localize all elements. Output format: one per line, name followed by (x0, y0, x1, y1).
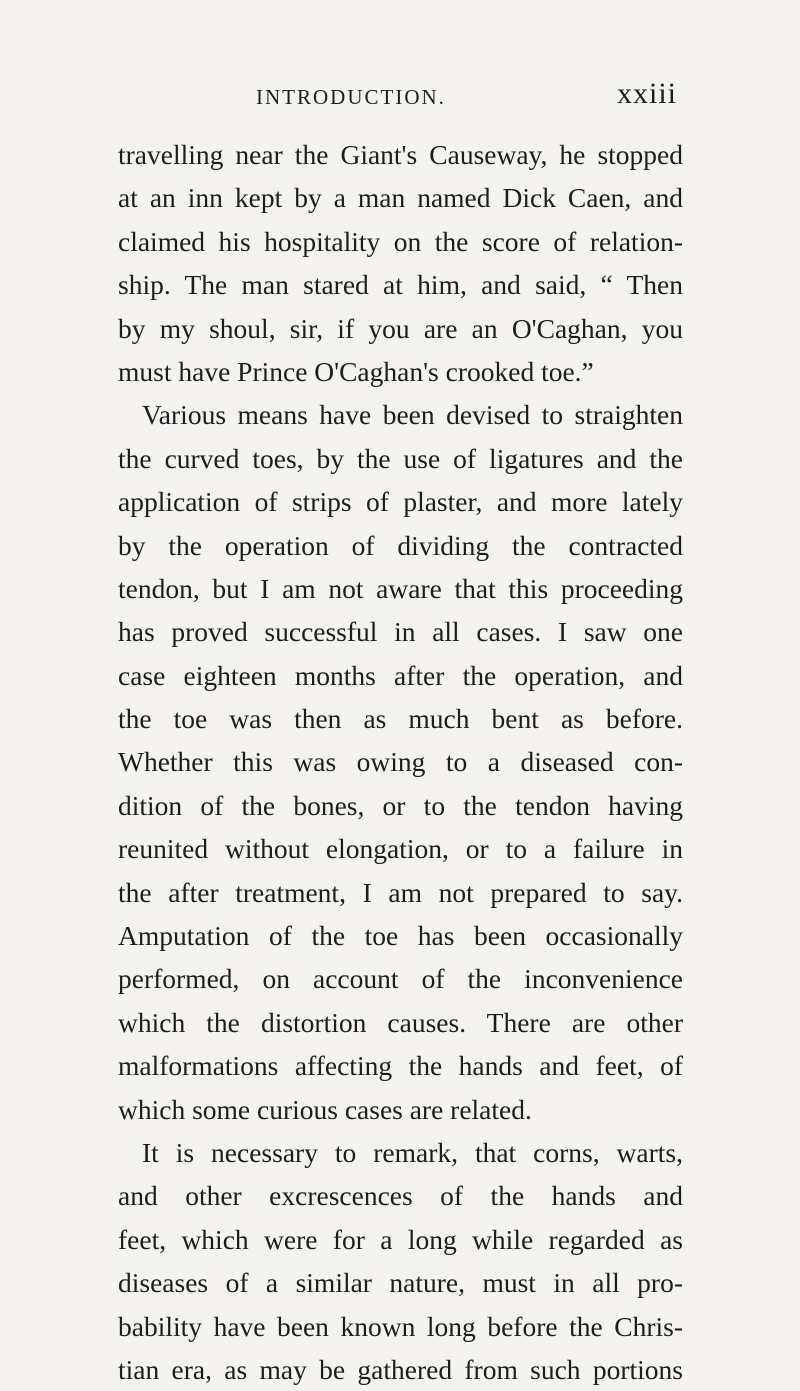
running-head: INTRODUCTION. (256, 85, 446, 109)
text-line: by my shoul, sir, if you are an O'Caghan, you (118, 312, 683, 344)
text-line: Amputation of the toe has been occasionally (118, 920, 683, 952)
text-line: which the distortion causes. There are other (118, 1006, 683, 1038)
text-line: at an inn kept by a man named Dick Caen, and (118, 182, 683, 214)
text-line: performed, on account of the inconvenience (118, 963, 683, 995)
page-number: xxiii (617, 77, 678, 110)
text-line: tendon, but I am not aware that this proceeding (118, 572, 683, 604)
text-line: ship. The man stared at him, and said, “ Then (118, 269, 683, 301)
text-line: tian era, as may be gathered from such portions (118, 1353, 683, 1385)
text-line: dition of the bones, or to the tendon having (118, 789, 683, 821)
text-line: which some curious cases are related. (118, 1093, 532, 1125)
text-line: must have Prince O'Caghan's crooked toe.” (118, 355, 594, 387)
text-line: malformations affecting the hands and feet, of (118, 1050, 683, 1082)
text-line: application of strips of plaster, and more lately (118, 486, 683, 518)
body-text (118, 133, 683, 1391)
text-line: case eighteen months after the operation, and (118, 659, 683, 691)
text-line: It is necessary to remark, that corns, warts, (142, 1136, 683, 1168)
text-line: and other excrescences of the hands and (118, 1180, 683, 1212)
text-line: feet, which were for a long while regarded as (118, 1223, 683, 1255)
text-line: Various means have been devised to straighten (142, 399, 683, 431)
text-line: the after treatment, I am not prepared to say. (118, 876, 683, 908)
text-line: travelling near the Giant's Causeway, he stopped (118, 139, 683, 170)
text-line: has proved successful in all cases. I saw one (118, 616, 683, 648)
text-line: by the operation of dividing the contracted (118, 529, 683, 561)
text-line: bability have been known long before the Chris- (118, 1310, 683, 1342)
text-line: diseases of a similar nature, must in all pro- (118, 1267, 683, 1299)
page-header (0, 77, 800, 112)
text-line: the curved toes, by the use of ligatures and the (118, 442, 683, 474)
text-line: claimed his hospitality on the score of relation- (118, 225, 683, 257)
text-line: Whether this was owing to a diseased con- (118, 746, 683, 778)
text-line: the toe was then as much bent as before. (118, 703, 683, 735)
text-line: reunited without elongation, or to a failure in (118, 833, 683, 865)
